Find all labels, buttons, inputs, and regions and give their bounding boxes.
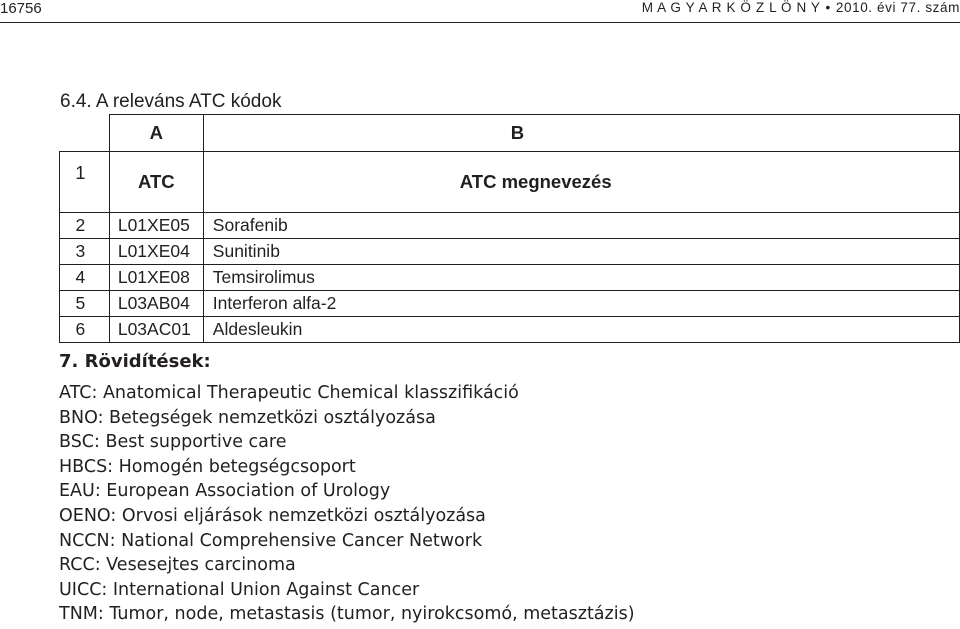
- row-number: 2: [60, 213, 110, 239]
- list-item: BNO: Betegségek nemzetközi osztályozása: [59, 407, 436, 428]
- column-letter-b: B: [203, 115, 959, 152]
- atc-code: L01XE04: [109, 239, 203, 265]
- atc-code: L01XE08: [109, 265, 203, 291]
- abbreviations-title: 7. Rövidítések:: [59, 351, 211, 372]
- list-item: RCC: Vesesejtes carcinoma: [59, 555, 296, 576]
- atc-code-table: [59, 114, 960, 343]
- atc-name: Interferon alfa-2: [203, 291, 959, 317]
- list-item: UICC: International Union Against Cancer: [59, 579, 420, 600]
- list-item: HBCS: Homogén betegségcsoport: [59, 456, 356, 477]
- list-item: EAU: European Association of Urology: [59, 481, 391, 502]
- list-item: BSC: Best supportive care: [59, 432, 287, 453]
- publication-title: M A G Y A R K Ö Z L Ö N Y: [641, 0, 821, 15]
- column-letter-row: [60, 115, 960, 152]
- row-number: 6: [60, 317, 110, 343]
- abbreviations-list: [59, 381, 635, 627]
- table-row: [60, 317, 960, 343]
- header-atc: ATC: [109, 152, 203, 213]
- section-heading: 6.4. A releváns ATC kódok: [60, 91, 282, 112]
- table-row: [60, 213, 960, 239]
- table-row: [60, 265, 960, 291]
- row-number: 5: [60, 291, 110, 317]
- table-row: [60, 239, 960, 265]
- atc-code: L03AC01: [109, 317, 203, 343]
- header-row-number: 1: [60, 152, 110, 213]
- table-row: [60, 291, 960, 317]
- column-letter-a: A: [109, 115, 203, 152]
- atc-name: Sorafenib: [203, 213, 959, 239]
- issue-label: 2010. évi 77. szám: [835, 0, 960, 15]
- list-item: OENO: Orvosi eljárások nemzetközi osztályozása: [59, 505, 486, 526]
- row-number: 3: [60, 239, 110, 265]
- header-row: [60, 152, 960, 213]
- running-header: [642, 0, 960, 15]
- atc-name: Aldesleukin: [203, 317, 959, 343]
- atc-code: L03AB04: [109, 291, 203, 317]
- atc-name: Temsirolimus: [203, 265, 959, 291]
- corner-cell: [60, 115, 110, 152]
- list-item: TNM: Tumor, node, metastasis (tumor, nyirokcsomó, metasztázis): [59, 604, 635, 625]
- header-bullet: •: [825, 0, 831, 15]
- list-item: NCCN: National Comprehensive Cancer Network: [59, 530, 483, 551]
- list-item: ATC: Anatomical Therapeutic Chemical klasszifikáció: [59, 383, 519, 403]
- abbreviations-section: [59, 349, 635, 627]
- header-atc-name: ATC megnevezés: [203, 152, 959, 213]
- row-number: 4: [60, 265, 110, 291]
- header-rule: [0, 22, 960, 23]
- atc-code: L01XE05: [109, 213, 203, 239]
- page-number: 16756: [0, 0, 42, 17]
- atc-name: Sunitinib: [203, 239, 959, 265]
